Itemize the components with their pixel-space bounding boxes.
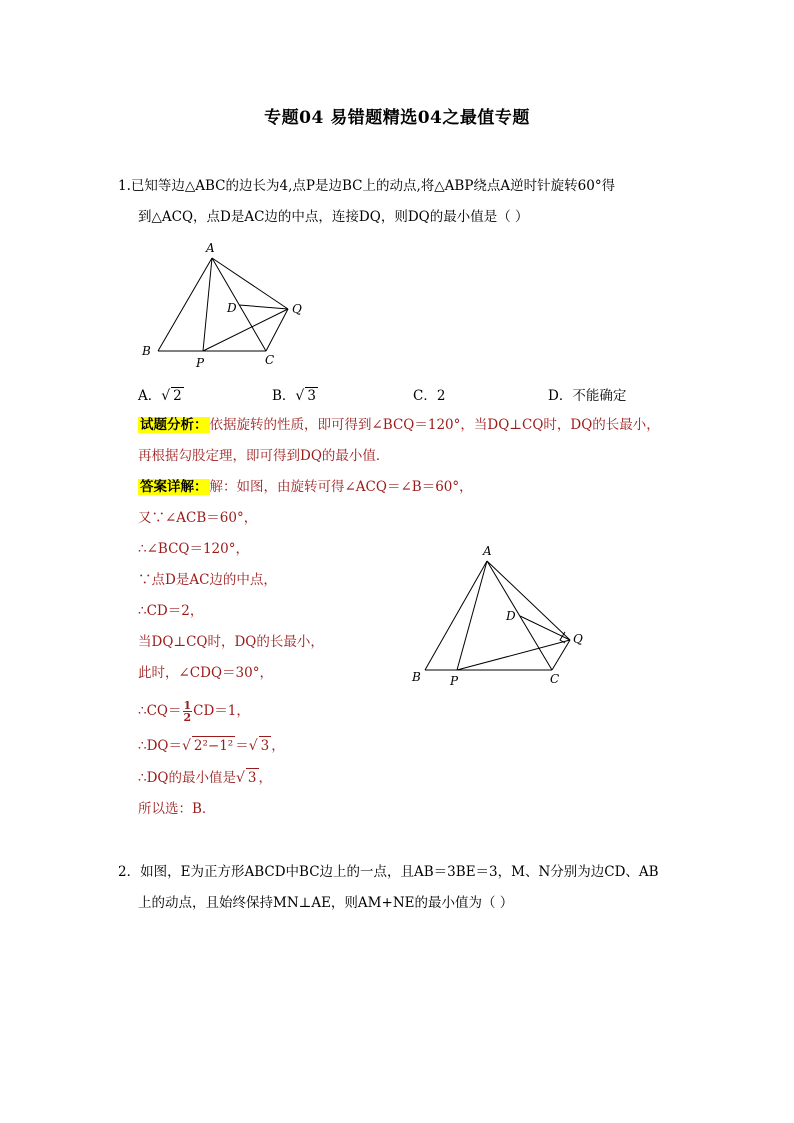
q2-stem-line1: 2．如图，E为正方形ABCD中BC边上的一点，且AB＝3BE＝3，M、N分别为边CD、AB xyxy=(118,864,659,880)
q1-figure xyxy=(136,238,316,373)
q1-stem-line1: 1.已知等边△ABC的边长为4,点P是边BC上的动点,将△ABP绕点A逆时针旋转60°得 xyxy=(118,178,616,194)
label-a: A xyxy=(206,241,215,255)
label-d: D xyxy=(506,609,516,623)
q1-analysis-line1: 试题分析： 依据旋转的性质，即可得到∠BCQ＝120°，当DQ⊥CQ时，DQ的长最小， xyxy=(140,417,660,433)
q1-step-10: 所以选：B． xyxy=(138,801,216,817)
edge-aq xyxy=(487,561,570,640)
edge-aq xyxy=(212,258,288,309)
label-p: P xyxy=(450,674,459,688)
q1-step-1: 又∵∠ACB＝60°， xyxy=(138,510,258,526)
q1-option-b: B．√ 3 xyxy=(272,388,316,404)
q1-option-d: D．不能确定 xyxy=(548,388,627,404)
q1-stem-line2: 到△ACQ，点D是AC边的中点，连接DQ，则DQ的最小值是（ ） xyxy=(138,209,529,225)
q1-step-6: 此时，∠CDQ＝30°， xyxy=(138,665,273,681)
edge-ac xyxy=(212,258,266,351)
q1-step-4: ∴CD＝2， xyxy=(138,603,204,619)
q1-step-2: ∴∠BCQ＝120°， xyxy=(138,541,249,557)
label-b: B xyxy=(142,344,151,358)
label-q: Q xyxy=(292,302,302,316)
edge-ap xyxy=(457,561,487,670)
q1-option-a: A．√ 2 xyxy=(138,388,182,404)
edge-ab xyxy=(425,561,487,670)
label-a: A xyxy=(483,544,492,558)
q1-step-7: ∴CQ＝ $\frac{1}{2}$ CD＝1， xyxy=(138,699,250,724)
q1-step-3: ∵点D是AC边的中点， xyxy=(138,572,277,588)
edge-dq xyxy=(239,305,288,309)
edge-cq xyxy=(266,309,288,351)
page-title: 专题04 易错题精选04之最值专题 xyxy=(264,108,530,128)
label-p: P xyxy=(196,356,205,370)
label-c: C xyxy=(265,353,275,367)
q1-answer-figure xyxy=(410,543,590,688)
label-q: Q xyxy=(573,632,583,646)
q1-step-8: ∴DQ＝√ 2²−1² ＝√ 3 ， xyxy=(138,738,285,754)
label-c: C xyxy=(550,672,560,686)
label-b: B xyxy=(412,670,421,684)
edge-pq xyxy=(457,640,570,670)
label-d: D xyxy=(227,301,237,315)
q1-answer-intro: 答案详解： 解：如图，由旋转可得∠ACQ＝∠B＝60°， xyxy=(140,479,473,495)
q1-step-9: ∴DQ的最小值是√ 3 ， xyxy=(138,770,272,786)
q1-option-c: C．2 xyxy=(413,388,446,404)
analysis-badge: 试题分析： xyxy=(140,417,208,433)
q1-analysis-line2: 再根据勾股定理，即可得到DQ的最小值． xyxy=(138,448,390,464)
q1-step-5: 当DQ⊥CQ时，DQ的长最小， xyxy=(138,634,324,650)
q2-stem-line2: 上的动点，且始终保持MN⊥AE，则AM+NE的最小值为（ ） xyxy=(138,895,514,911)
answer-badge: 答案详解： xyxy=(140,479,208,495)
fraction-half: $\frac{1}{2}$ xyxy=(183,699,192,724)
